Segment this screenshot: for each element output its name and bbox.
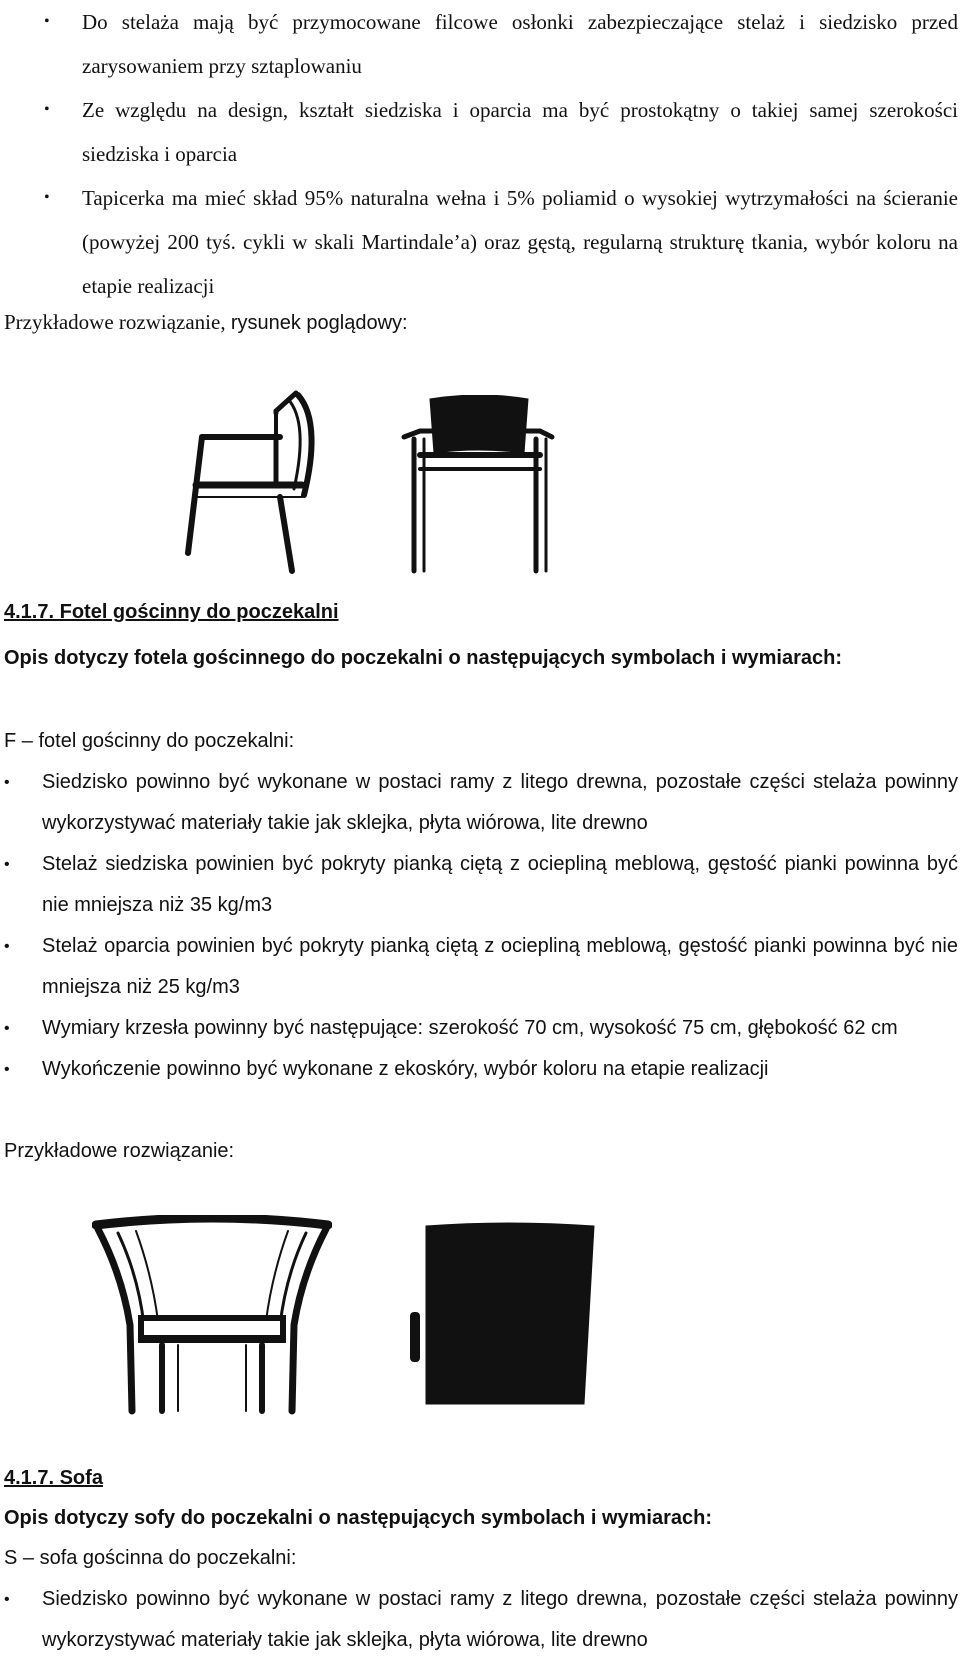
list-item: • Siedzisko powinno być wykonane w postaci ramy z litego drewna, pozostałe części stelaża powinny wykorzystywać materiały takie jak sklejka, płyta wiórowa, lite drewno (42, 1579, 958, 1661)
list-item: • Stelaż oparcia powinien być pokryty pianką ciętą z ociepliną meblową, gęstość pianki powinna być nie mniejsza niż 25 kg/m3 (42, 926, 958, 1008)
bullet-icon: • (44, 13, 50, 30)
bullet-icon: • (4, 938, 10, 955)
bullet-icon: • (4, 1591, 10, 1608)
sofa-requirements-list (4, 1579, 958, 1661)
armchair-side-view-image (408, 1222, 608, 1407)
list-item: • Tapicerka ma mieć skład 95% naturalna wełna i 5% poliamid o wysokiej wytrzymałości na ścieranie (powyżej 200 tyś. cykli w skali Martindale’a) oraz gęstą, regularną strukturę tkania, wybór koloru na etapie realizacji (82, 176, 958, 308)
example-caption: Przykładowe rozwiązanie, rysunek poglądowy: (4, 310, 408, 334)
bullet-icon: • (4, 1020, 10, 1037)
armchair-front-view-image (92, 1215, 332, 1415)
armchair-description: Opis dotyczy fotela gościnnego do poczekalni o następujących symbolach i wymiarach: (4, 647, 842, 669)
list-item: • Stelaż siedziska powinien być pokryty pianką ciętą z ociepliną meblową, gęstość pianki powinna być nie mniejsza niż 35 kg/m3 (42, 844, 958, 926)
chair-requirements-list (44, 0, 958, 308)
list-item: • Do stelaża mają być przymocowane filcowe osłonki zabezpieczające stelaż i siedzisko przed zarysowaniem przy sztaplowaniu (82, 0, 958, 88)
sofa-description: Opis dotyczy sofy do poczekalni o następujących symbolach i wymiarach: (4, 1507, 712, 1529)
armchair-example-caption: Przykładowe rozwiązanie: (4, 1140, 235, 1162)
chair-front-view-image (400, 395, 560, 575)
list-item: • Wykończenie powinno być wykonane z ekoskóry, wybór koloru na etapie realizacji (42, 1049, 958, 1090)
chair-side-view-image (180, 385, 330, 575)
armchair-requirements-list (4, 762, 958, 1090)
bullet-icon: • (4, 1061, 10, 1078)
section-heading-armchair: 4.1.7. Fotel gościnny do poczekalni (4, 601, 339, 623)
bullet-icon: • (4, 774, 10, 791)
list-item: • Ze względu na design, kształt siedziska i oparcia ma być prostokątny o takiej samej szerokości siedziska i oparcia (82, 88, 958, 176)
list-item: • Wymiary krzesła powinny być następujące: szerokość 70 cm, wysokość 75 cm, głębokość 62 cm (42, 1008, 958, 1049)
bullet-icon: • (44, 101, 50, 118)
bullet-icon: • (44, 189, 50, 206)
section-heading-sofa: 4.1.7. Sofa (4, 1467, 103, 1489)
list-item: • Siedzisko powinno być wykonane w postaci ramy z litego drewna, pozostałe części stelaża powinny wykorzystywać materiały takie jak sklejka, płyta wiórowa, lite drewno (42, 762, 958, 844)
sofa-symbol-line: S – sofa gościnna do poczekalni: (4, 1547, 297, 1569)
armchair-symbol-line: F – fotel gościnny do poczekalni: (4, 730, 295, 752)
bullet-icon: • (4, 856, 10, 873)
